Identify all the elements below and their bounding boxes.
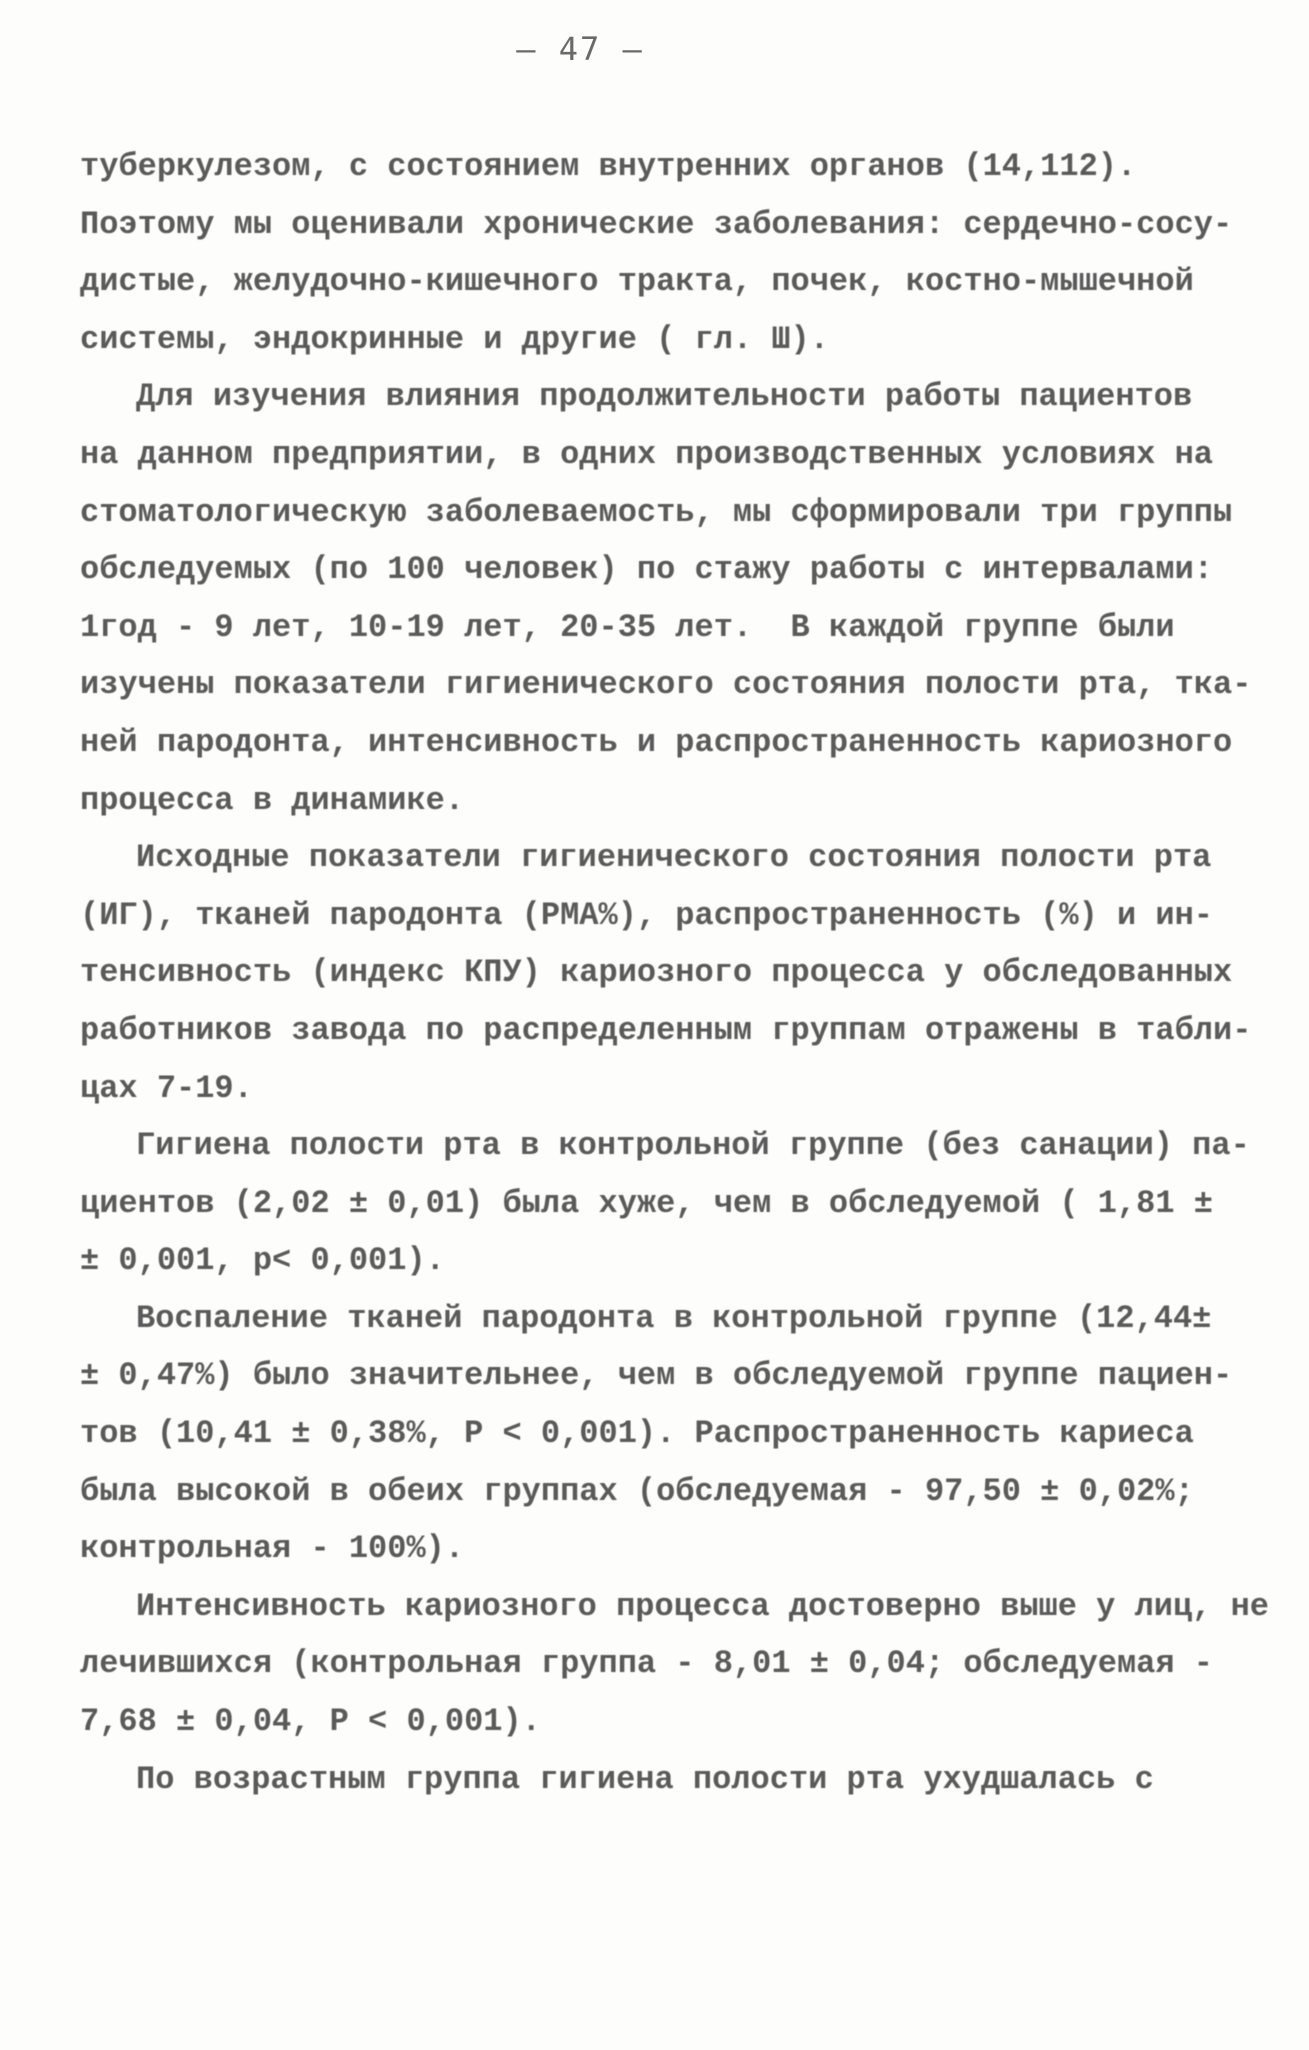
text-line: Гигиена полости рта в контрольной группе (без санации) па- [136, 1127, 1250, 1165]
text-line: циентов (2,02 ± 0,01) была хуже, чем в обследуемой ( 1,81 ± [80, 1184, 1213, 1222]
text-line: стоматологическую заболеваемость, мы сформировали три группы [80, 493, 1233, 531]
text-line: ± 0,001, р< 0,001). [80, 1242, 445, 1280]
text-line: лечившихся (контрольная группа - 8,01 ± 0,04; обследуемая - [80, 1645, 1213, 1683]
text-line: контрольная - 100%). [80, 1530, 465, 1568]
body-text [80, 138, 1269, 1808]
text-line: Воспаление тканей пародонта в контрольной группе (12,44± [136, 1299, 1212, 1337]
text-line: ± 0,47%) было значительнее, чем в обследуемой группе пациен- [80, 1357, 1233, 1395]
text-line: туберкулезом, с состоянием внутренних органов (14,112). [80, 148, 1137, 185]
text-line: (ИГ), тканей пародонта (РМА%), распространенность (%) и ин- [80, 896, 1213, 934]
text-line: ней пародонта, интенсивность и распространенность кариозного [80, 723, 1233, 761]
text-line: Интенсивность кариозного процесса достоверно выше у лиц, не [136, 1587, 1269, 1625]
text-line: процесса в динамике. [80, 781, 465, 819]
text-line: Для изучения влияния продолжительности работы пациентов [136, 378, 1193, 416]
text-line: По возрастным группа гигиена полости рта ухудшалась с [136, 1760, 1154, 1798]
text-line: 1год - 9 лет, 10-19 лет, 20-35 лет. В каждой группе были [80, 608, 1175, 646]
text-line: на данном предприятии, в одних производственных условиях на [80, 435, 1213, 473]
text-line: системы, эндокринные и другие ( гл. Ш). [80, 320, 829, 358]
text-line: работников завода по распределенным группам отражены в табли- [80, 1011, 1252, 1049]
text-line: тов (10,41 ± 0,38%, Р < 0,001). Распространенность кариеса [80, 1415, 1194, 1453]
text-line: обследуемых (по 100 человек) по стажу работы с интервалами: [80, 551, 1213, 589]
text-line: цах 7-19. [80, 1069, 253, 1107]
text-line: была высокой в обеих группах (обследуемая - 97,50 ± 0,02%; [80, 1472, 1194, 1510]
text-line: дистые, желудочно-кишечного тракта, почек, костно-мышечной [80, 263, 1194, 301]
text-line: 7,68 ± 0,04, Р < 0,001). [80, 1703, 541, 1741]
text-line: тенсивность (индекс КПУ) кариозного процесса у обследованных [80, 954, 1233, 992]
page-number: – 47 – [516, 30, 644, 68]
text-line: изучены показатели гигиенического состояния полости рта, тка- [80, 666, 1252, 704]
text-line: Поэтому мы оценивали хронические заболевания: сердечно-сосу- [80, 205, 1233, 243]
text-line: Исходные показатели гигиенического состояния полости рта [136, 839, 1212, 877]
